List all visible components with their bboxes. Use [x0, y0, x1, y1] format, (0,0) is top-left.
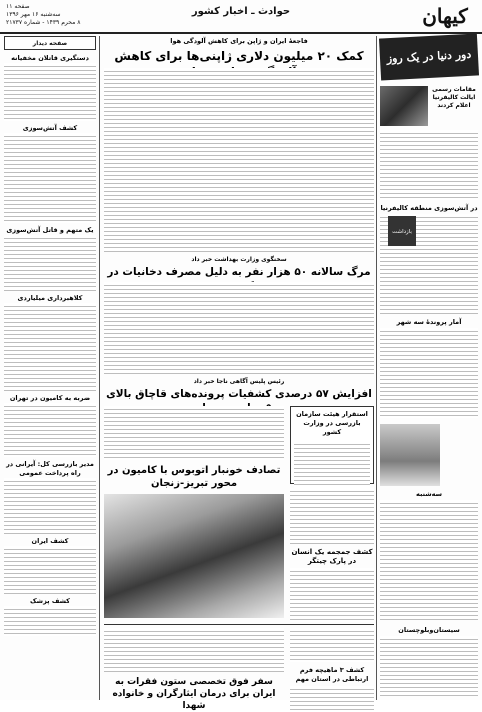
column-divider [376, 36, 377, 700]
story-text [104, 628, 284, 672]
issue-meta [6, 3, 86, 27]
left-item-text [4, 133, 96, 223]
left-item-text [4, 303, 96, 391]
story-headline: افزایش ۵۷ درصدی کشفیات پرونده‌های قاچاق بالای [106, 388, 372, 400]
issue-date: سه‌شنبه ۱۶ مهر ۱۳۹۶ [6, 11, 61, 18]
right-item-text [380, 636, 478, 696]
side-box-headline: استقرار هیئت سازمان بازرسی در وزارت کشور [296, 410, 368, 436]
bus-accident-photo [104, 494, 284, 618]
story-kicker: سخنگوی وزارت بهداشت خبر داد [191, 256, 287, 263]
story-headline: کشف ۳ ماهیچه فرم ارتباطی در استان مهم [295, 666, 369, 683]
arrest-tag: بازداشت [388, 216, 416, 246]
story-headline: تصادف خونبار اتوبوس با کامیون در محور تبریز-زنجان [107, 465, 281, 489]
section-title: حوادث ـ اخبار کشور [191, 6, 291, 17]
side-box-text [294, 441, 370, 489]
issue-number: ۸ محرم ۱۴۳۹ - شماره ۲۱۷۳۷ [6, 19, 81, 26]
left-item-text [4, 606, 96, 636]
fire-photo [380, 86, 428, 126]
story-kicker: رئیس پلیس آگاهی ناجا خبر داد [193, 378, 285, 385]
main-column [104, 36, 374, 711]
column-divider [99, 36, 100, 700]
left-item-text [4, 63, 96, 121]
page-number: صفحه ۱۱ [6, 3, 30, 10]
story-text [290, 686, 374, 710]
right-item-text [380, 500, 478, 620]
story-headline: کشف جمجمه یک انسان در پارک چیتگر [291, 548, 373, 565]
left-item-headline: کلاهبرداری میلیاردی [17, 294, 83, 302]
rule [104, 624, 374, 625]
left-item-headline: یک متهم و قاتل آتش‌سوزی [6, 226, 94, 234]
left-item-text [4, 546, 96, 594]
portrait-photo [380, 424, 440, 486]
right-item-headline: سیستان‌و‌بلوچستان [398, 626, 460, 634]
story-text [290, 568, 374, 622]
masthead [0, 0, 482, 34]
story-text [104, 282, 374, 374]
right-item-headline: در آتش‌سوزی منطقه کالیفرنیا [380, 204, 478, 212]
left-item-headline: کشف ایران [31, 537, 69, 545]
left-item-headline: ضربه به کامیون در تهران [9, 394, 91, 402]
left-header-box: صفحه دیدار [4, 36, 96, 50]
right-item-headline: سه‌شنبه [416, 490, 442, 498]
right-item-headline: آمار پروندهٔ سه شهر [396, 318, 462, 326]
story-headline: مرگ سالانه ۵۰ هزار نفر به دلیل مصرف دخانیات در [107, 266, 371, 278]
left-item-text [4, 403, 96, 457]
left-item-text [4, 478, 96, 534]
story-text [104, 406, 284, 460]
left-column [4, 36, 96, 700]
left-item-text [4, 235, 96, 291]
story-text [290, 628, 374, 662]
right-item-text [380, 328, 478, 418]
logo: کیهان [422, 4, 468, 28]
world-banner: دور دنیا در یک روز [379, 33, 479, 80]
main-kicker: فاجعهٔ ایران و ژاپن برای کاهش آلودگی هوا [170, 37, 308, 45]
story-headline: سفر فوق تخصصی ستون فقرات به ایران برای درمان ایثارگران و خانواده شهدا [112, 677, 276, 711]
left-item-headline: مدیر بازرسی کل: آیرانی در راه پرداخت عمومی [6, 460, 94, 477]
left-item-headline: دستگیری قاتلان مخفیانه [11, 54, 89, 62]
left-item-headline: کشف پزشک [30, 597, 70, 605]
right-item-text [380, 130, 478, 200]
right-column [380, 36, 478, 700]
story-text [290, 488, 374, 544]
left-item-headline: کشف آتش‌سوزی [22, 124, 78, 132]
side-box [290, 406, 374, 484]
right-item-headline: مقامات رسمی ایالت کالیفرنیا اعلام کردند [432, 86, 476, 109]
main-story-text [104, 68, 374, 252]
main-headline: کمک ۲۰ میلیون دلاری ژاپنی‌ها برای کاهش [114, 49, 364, 63]
